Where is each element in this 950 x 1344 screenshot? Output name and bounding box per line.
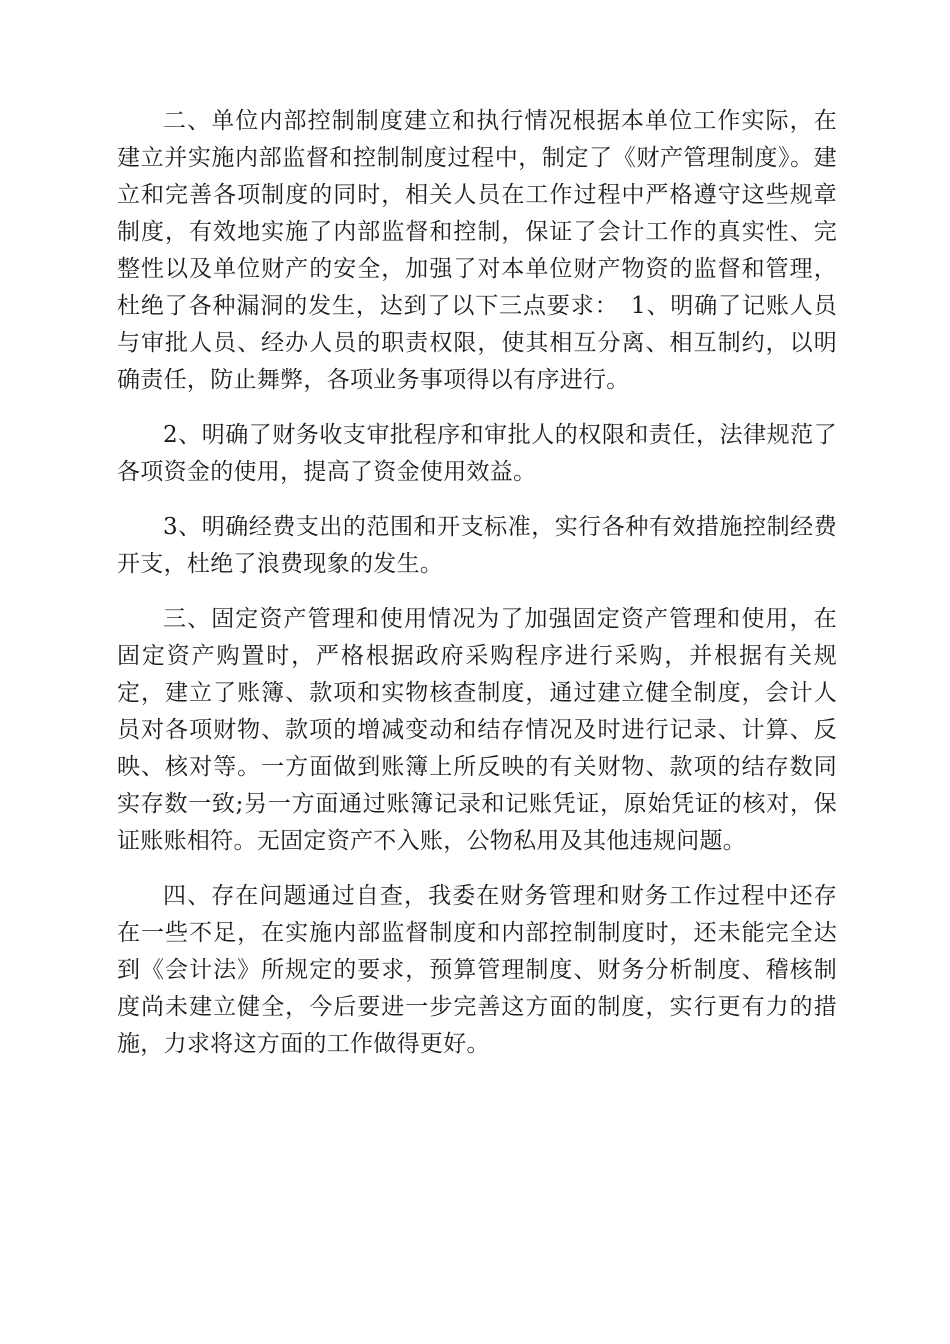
paragraph-existing-problems: 四、存在问题通过自查，我委在财务管理和财务工作过程中还存在一些不足，在实施内部监督制度和内部控制制度时，还未能完全达到《会计法》所规定的要求，预算管理制度、财务分析制度、稽核制度尚未建立健全，今后要进一步完善这方面的制度，实行更有力的措施，力求将这方面的工作做得更好。 bbox=[117, 883, 837, 1057]
paragraph-expenditure-standard: 3、明确经费支出的范围和开支标准，实行各种有效措施控制经费开支，杜绝了浪费现象的发生。 bbox=[117, 514, 837, 577]
document-body bbox=[117, 103, 837, 1081]
paragraph-approval-procedure: 2、明确了财务收支审批程序和审批人的权限和责任，法律规范了各项资金的使用，提高了资金使用效益。 bbox=[117, 422, 837, 485]
paragraph-internal-control: 二、单位内部控制制度建立和执行情况根据本单位工作实际，在建立并实施内部监督和控制制度过程中，制定了《财产管理制度》。建立和完善各项制度的同时，相关人员在工作过程中严格遵守这些规章制度，有效地实施了内部监督和控制，保证了会计工作的真实性、完整性以及单位财产的安全，加强了对本单位财产物资的监督和管理，杜绝了各种漏洞的发生，达到了以下三点要求： 1、明确了记账人员与审批人员、经办人员的职责权限，使其相互分离、相互制约，以明确责任，防止舞弊，各项业务事项得以有序进行。 bbox=[117, 108, 837, 393]
paragraph-fixed-assets: 三、固定资产管理和使用情况为了加强固定资产管理和使用，在固定资产购置时，严格根据政府采购程序进行采购，并根据有关规定，建立了账簿、款项和实物核查制度，通过建立健全制度，会计人员对各项财物、款项的增减变动和结存情况及时进行记录、计算、反映、核对等。一方面做到账簿上所反映的有关财物、款项的结存数同实存数一致;另一方面通过账簿记录和记账凭证，原始凭证的核对，保证账账相符。无固定资产不入账，公物私用及其他违规问题。 bbox=[117, 606, 837, 854]
